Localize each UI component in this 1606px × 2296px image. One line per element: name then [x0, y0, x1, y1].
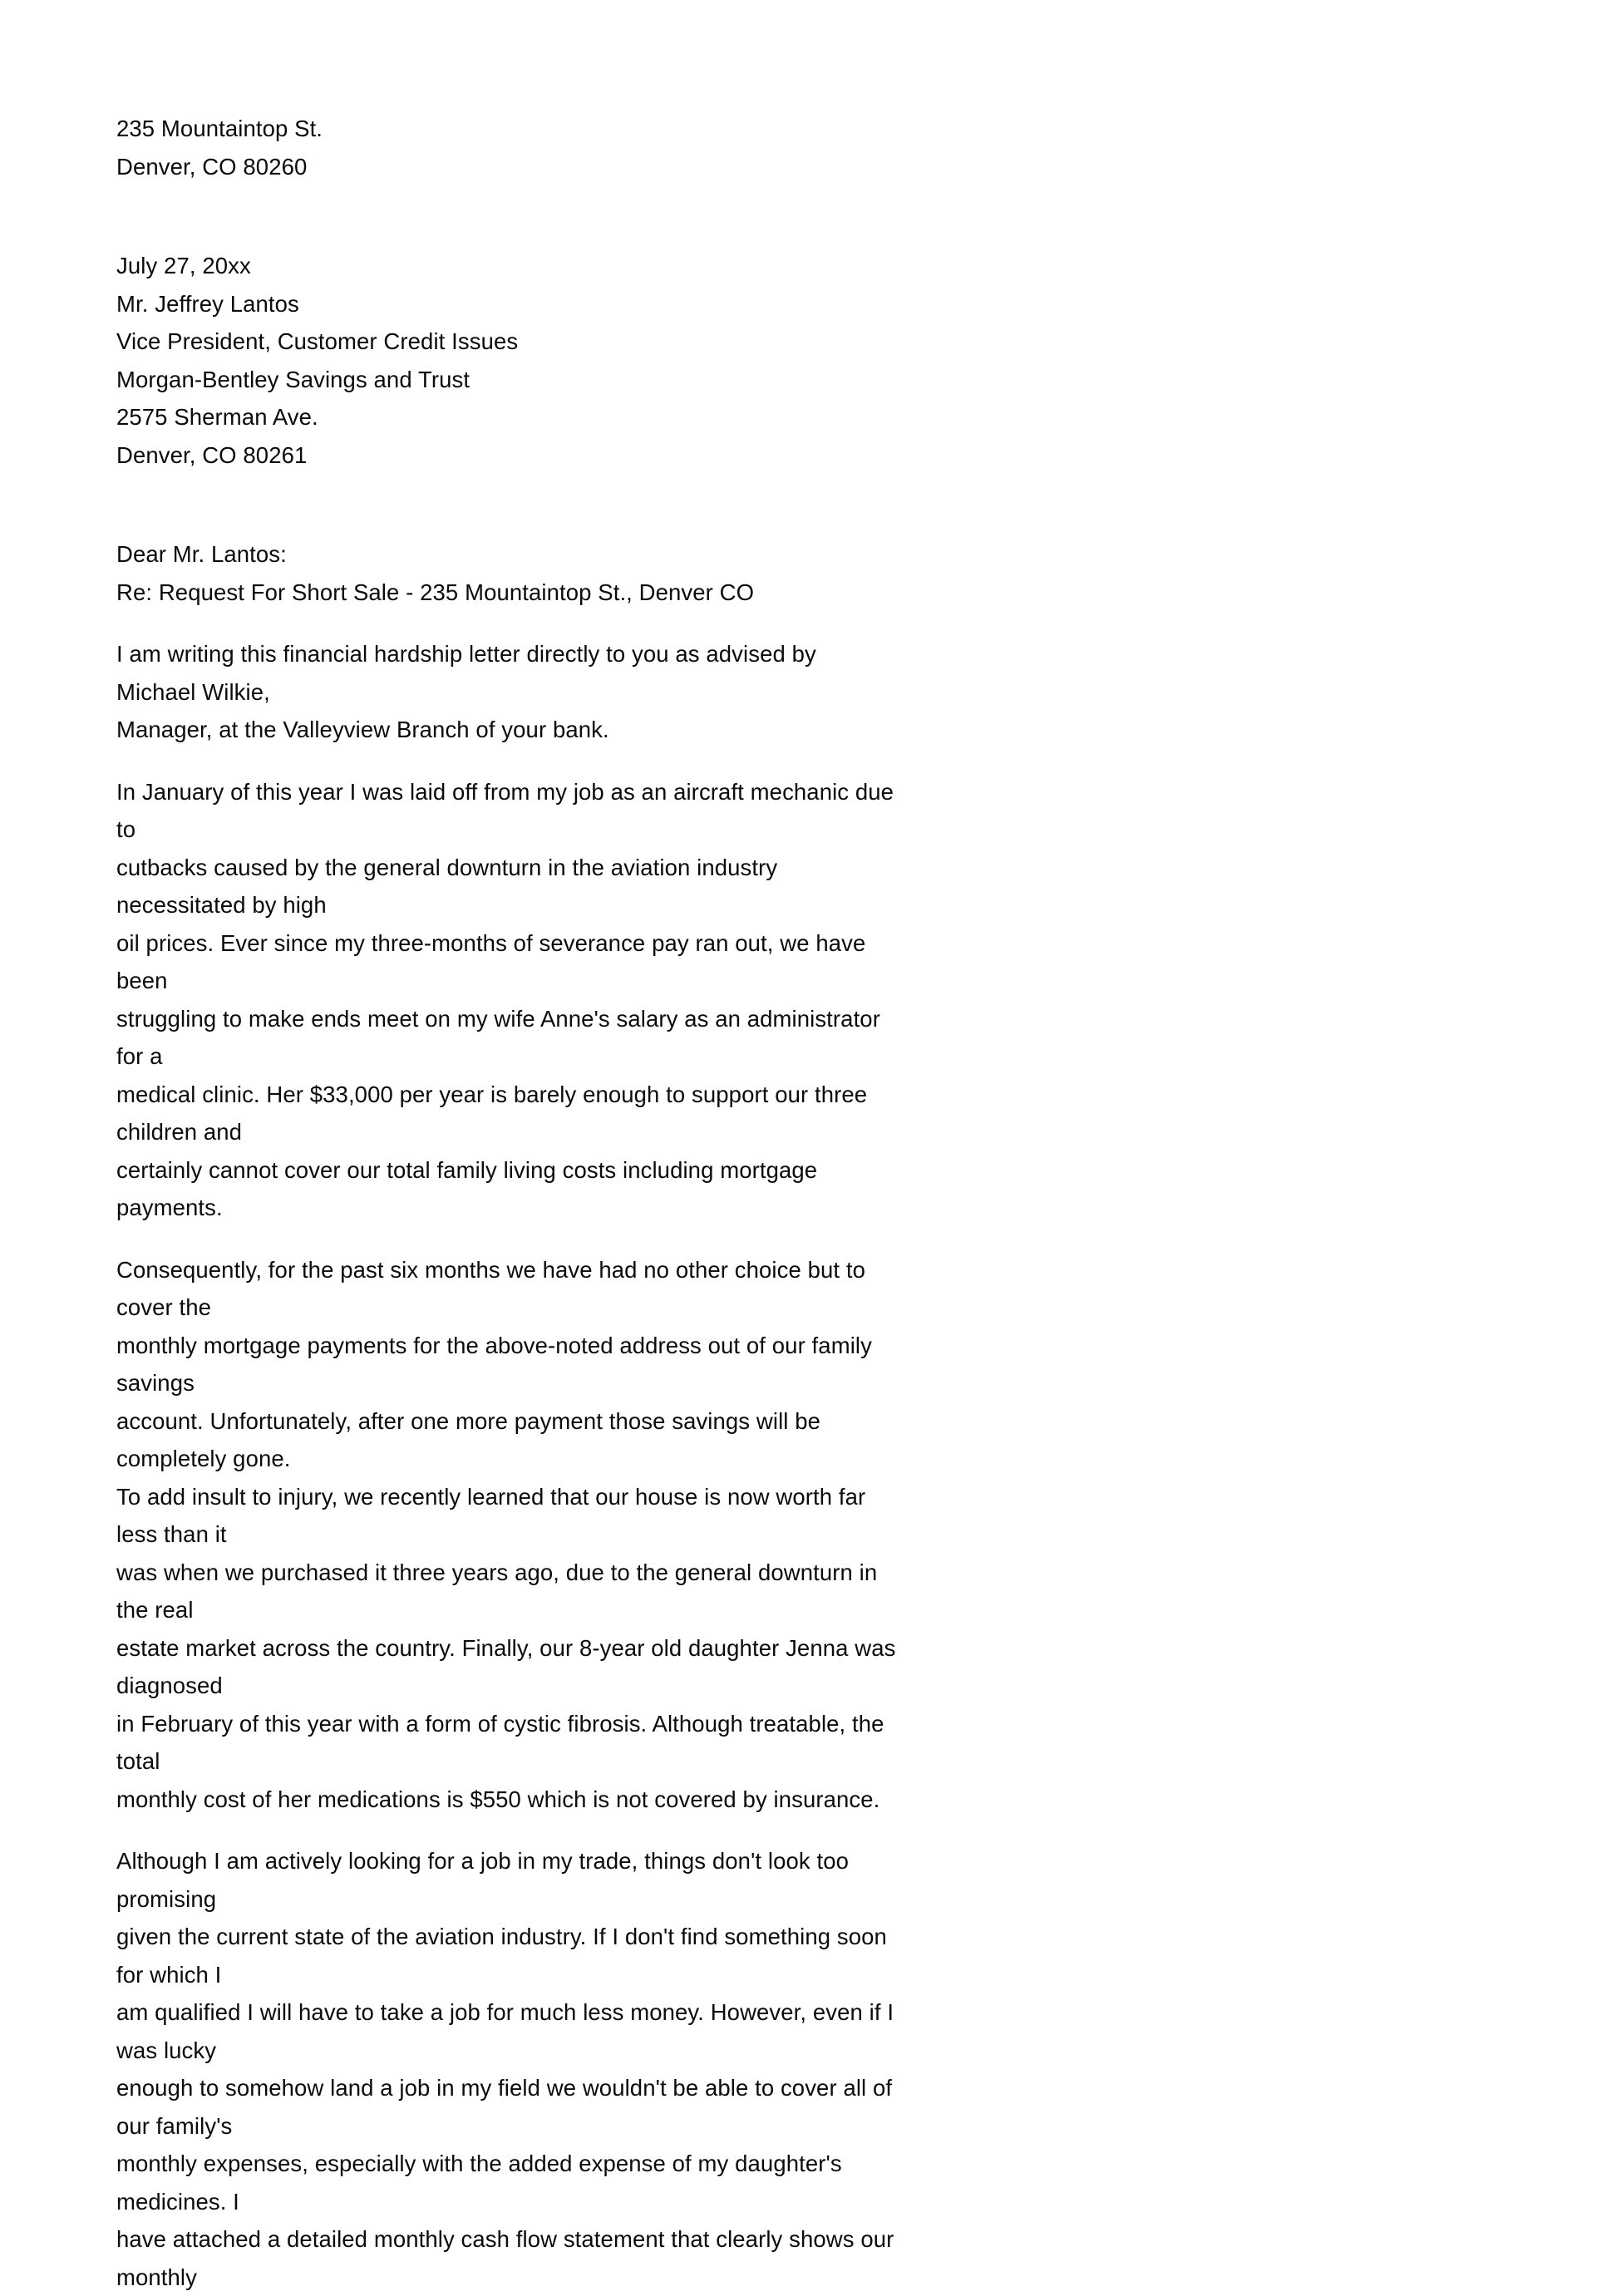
body-paragraph-1 [116, 635, 898, 749]
salutation-line: Dear Mr. Lantos: [116, 541, 287, 567]
paragraph-line: In January of this year I was laid off from my job as an aircraft mechanic due to [116, 778, 900, 842]
body-paragraph-2 [116, 773, 898, 1227]
paragraph-line: I am writing this financial hardship letter directly to you as advised by Michael Wilkie, [116, 641, 823, 705]
paragraph-line: given the current state of the aviation industry. If I don't find something soon for which I [116, 1924, 894, 1988]
recipient-name: Mr. Jeffrey Lantos [116, 290, 299, 317]
inside-address [116, 285, 898, 475]
paragraph-line: enough to somehow land a job in my field we wouldn't be able to cover all of our family's [116, 2075, 899, 2139]
return-address-line-2: Denver, CO 80260 [116, 153, 308, 180]
spacer-before-paragraph-1 [116, 611, 898, 635]
paragraph-line: account. Unfortunately, after one more payment those savings will be completely gone. [116, 1407, 827, 1471]
paragraph-line: monthly expenses, especially with the added expense of my daughter's medicines. I [116, 2151, 849, 2215]
paragraph-line: cutbacks caused by the general downturn in the aviation industry necessitated by high [116, 854, 784, 918]
paragraph-line: monthly cost of her medications is $550 which is not covered by insurance. [116, 1786, 880, 1812]
recipient-street: 2575 Sherman Ave. [116, 404, 318, 430]
paragraph-line: certainly cannot cover our total family living costs including mortgage payments. [116, 1156, 824, 1220]
paragraph-line: struggling to make ends meet on my wife Anne's salary as an administrator for a [116, 1005, 887, 1069]
paragraph-line: have attached a detailed monthly cash flow statement that clearly shows our monthly [116, 2226, 901, 2290]
paragraph-line: in February of this year with a form of cystic fibrosis. Although treatable, the total [116, 1710, 891, 1774]
paragraph-line: Consequently, for the past six months we have had no other choice but to cover the [116, 1256, 872, 1320]
subject-line: Re: Request For Short Sale - 235 Mountaintop St., Denver CO [116, 579, 755, 605]
recipient-title: Vice President, Customer Credit Issues [116, 328, 519, 354]
spacer-before-paragraph-4 [116, 1818, 898, 1842]
spacer-after-return-address [116, 185, 898, 247]
letter-body [116, 110, 903, 2296]
paragraph-line: am qualified I will have to take a job for much less money. However, even if I was lucky [116, 1999, 900, 2063]
salutation [116, 535, 898, 574]
spacer-before-paragraph-2 [116, 749, 898, 773]
paragraph-line: monthly mortgage payments for the above-noted address out of our family savings [116, 1332, 879, 1396]
subject-line-block [116, 574, 898, 612]
paragraph-line: medical clinic. Her $33,000 per year is barely enough to support our three children and [116, 1081, 874, 1145]
return-address-line-1: 235 Mountaintop St. [116, 116, 323, 141]
paragraph-line: Manager, at the Valleyview Branch of your bank. [116, 717, 609, 742]
paragraph-line: was when we purchased it three years ago, due to the general downturn in the real [116, 1559, 884, 1623]
recipient-city-state-zip: Denver, CO 80261 [116, 441, 308, 468]
paragraph-line: estate market across the country. Finally, our 8-year old daughter Jenna was diagnosed [116, 1634, 903, 1698]
date-line: July 27, 20xx [116, 253, 251, 278]
spacer-after-inside-address [116, 474, 898, 535]
recipient-company: Morgan-Bentley Savings and Trust [116, 366, 470, 392]
spacer-before-paragraph-3 [116, 1227, 898, 1251]
body-paragraph-4 [116, 1842, 901, 2296]
paragraph-line: To add insult to injury, we recently learned that our house is now worth far less than it [116, 1483, 873, 1547]
letter-date [116, 247, 898, 285]
paragraph-line: oil prices. Ever since my three-months of severance pay ran out, we have been [116, 929, 873, 993]
return-address [116, 110, 898, 185]
paragraph-line: Although I am actively looking for a job in my trade, things don't look too promising [116, 1848, 855, 1912]
body-paragraph-3 [116, 1251, 903, 1819]
